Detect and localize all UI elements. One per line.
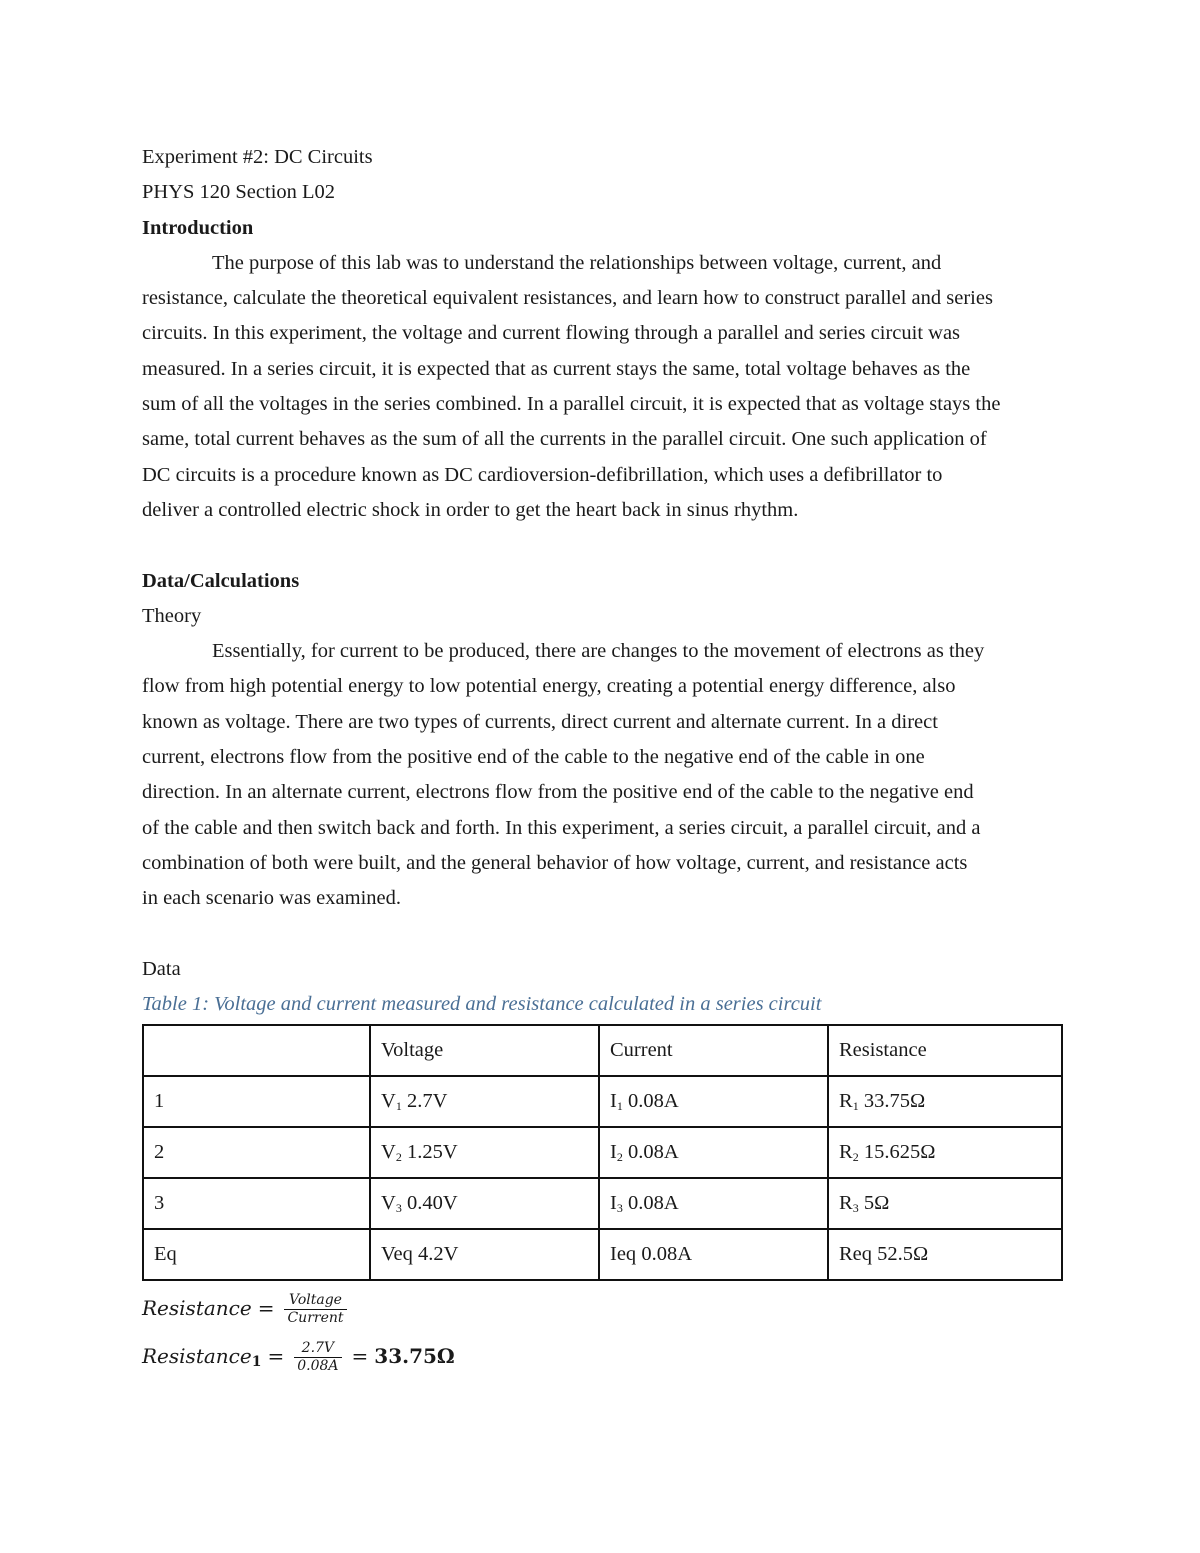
table-header-cell: Voltage [370, 1025, 599, 1076]
theory-paragraph [142, 634, 1062, 916]
series-circuit-table [142, 1024, 1063, 1281]
current-cell: $I_3$ 0.08A [599, 1178, 828, 1229]
fraction: $\frac{\text{Voltage}}{\text{Current}}$ [284, 1292, 346, 1327]
resistance-cell: Req 52.5Ω [828, 1229, 1062, 1280]
paragraph-line: resistance, calculate the theoretical equivalent resistances, and learn how to construct parallel and series [142, 287, 993, 310]
table-row [143, 1076, 1062, 1127]
row-label: 2 [143, 1127, 370, 1178]
paragraph-line: The purpose of this lab was to understand the relationships between voltage, current, and [212, 251, 942, 274]
paragraph-line: sum of all the voltages in the series combined. In a parallel circuit, it is expected that as voltage stays the [142, 393, 1001, 416]
row-label: 1 [143, 1076, 370, 1127]
row-label: Eq [143, 1229, 370, 1280]
table-header-cell: Resistance [828, 1025, 1062, 1076]
table-row [143, 1127, 1062, 1178]
experiment-title: Experiment #2: DC Circuits [142, 146, 373, 168]
fraction: $\frac{2.7V}{0.08A}$ [294, 1340, 341, 1375]
table-row [143, 1178, 1062, 1229]
current-cell: $I_2$ 0.08A [599, 1127, 828, 1178]
current-cell: Ieq 0.08A [599, 1229, 828, 1280]
voltage-cell: $V_3$ 0.40V [370, 1178, 599, 1229]
data-heading: Data [142, 957, 181, 980]
paragraph-line: known as voltage. There are two types of currents, direct current and alternate current. In a direct [142, 710, 938, 733]
paragraph-line: direction. In an alternate current, electrons flow from the positive end of the cable to the negative end [142, 781, 974, 804]
course-section: PHYS 120 Section L02 [142, 181, 336, 204]
calculation-result: 33.75Ω [374, 1344, 455, 1368]
table-header-cell: Current [599, 1025, 828, 1076]
introduction-paragraph [142, 246, 1062, 528]
voltage-cell: $V_1$ 2.7V [370, 1076, 599, 1127]
paragraph-line: circuits. In this experiment, the voltage and current flowing through a parallel and series circuit was [142, 322, 961, 345]
paragraph-line: measured. In a series circuit, it is expected that as current stays the same, total voltage behaves as the [142, 357, 971, 380]
paragraph-line: combination of both were built, and the general behavior of how voltage, current, and resistance acts [142, 851, 968, 874]
paragraph-line: deliver a controlled electric shock in order to get the heart back in sinus rhythm. [142, 498, 799, 521]
table-caption: Table 1: Voltage and current measured and resistance calculated in a series circuit [142, 993, 822, 1016]
table-row [143, 1229, 1062, 1280]
voltage-cell: $V_2$ 1.25V [370, 1127, 599, 1178]
blank-line [142, 528, 1062, 563]
introduction-heading: Introduction [142, 216, 254, 239]
data-calculations-heading: Data/Calculations [142, 569, 300, 592]
paragraph-line: DC circuits is a procedure known as DC cardioversion-defibrillation, which uses a defibrillator to [142, 463, 943, 486]
blank-line [142, 917, 1062, 952]
resistance-cell: $R_2$ 15.625Ω [828, 1127, 1062, 1178]
paragraph-line: of the cable and then switch back and forth. In this experiment, a series circuit, a parallel circuit, and a [142, 816, 981, 839]
paragraph-line: Essentially, for current to be produced, there are changes to the movement of electrons as they [212, 640, 985, 663]
document-body [142, 140, 1062, 1022]
resistance-1-calculation: Resistance$_1$ = $\frac{2.7V}{0.08A}$ = 33.75Ω [142, 1340, 455, 1374]
resistance-cell: $R_1$ 33.75Ω [828, 1076, 1062, 1127]
row-label: 3 [143, 1178, 370, 1229]
table-header-cell [143, 1025, 370, 1076]
resistance-cell: $R_3$ 5Ω [828, 1178, 1062, 1229]
paragraph-line: same, total current behaves as the sum of all the currents in the parallel circuit. One such application of [142, 428, 987, 451]
current-cell: $I_1$ 0.08A [599, 1076, 828, 1127]
resistance-formula: Resistance = $\frac{\text{Voltage}}{\text{Current}}$ [142, 1292, 351, 1327]
paragraph-line: current, electrons flow from the positive end of the cable to the negative end of the cable in one [142, 746, 925, 769]
theory-heading: Theory [142, 604, 202, 627]
voltage-cell: Veq 4.2V [370, 1229, 599, 1280]
paragraph-line: in each scenario was examined. [142, 887, 401, 910]
table-header-row [143, 1025, 1062, 1076]
paragraph-line: flow from high potential energy to low potential energy, creating a potential energy difference, also [142, 675, 956, 698]
